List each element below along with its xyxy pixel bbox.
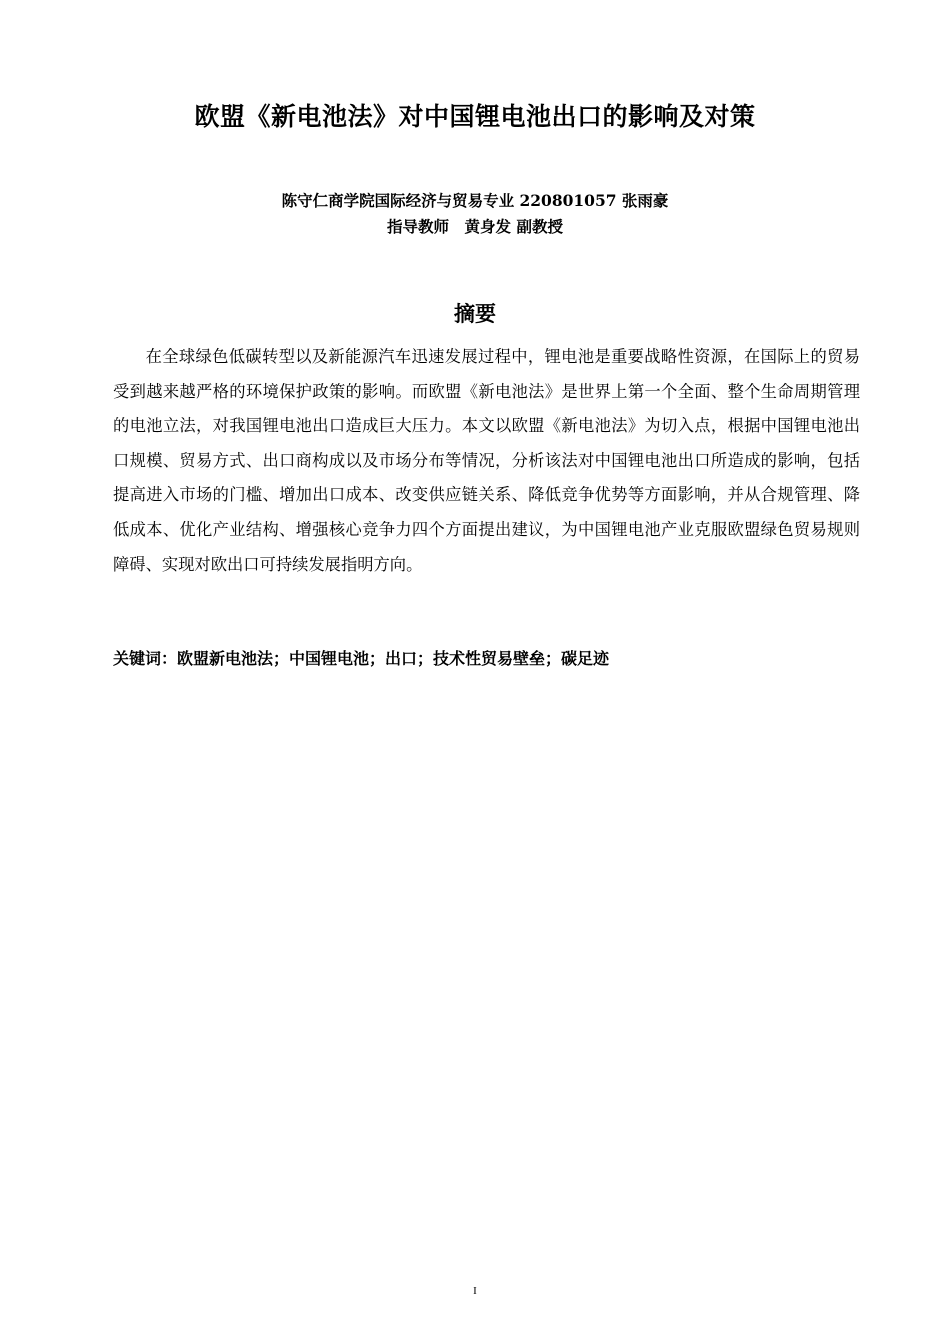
abstract-body: 在全球绿色低碳转型以及新能源汽车迅速发展过程中，锂电池是重要战略性资源，在国际上的贸易受到越来越严格的环境保护政策的影响。而欧盟《新电池法》是世界上第一个全面、整个生命周期管理的电池立法，对我国锂电池出口造成巨大压力。本文以欧盟《新电池法》为切入点，根据中国锂电池出口规模、贸易方式、出口商构成以及市场分布等情况，分析该法对中国锂电池出口所造成的影响，包括提高进入市场的门槛、增加出口成本、改变供应链关系、降低竞争优势等方面影响，并从合规管理、降低成本、优化产业结构、增强核心竞争力四个方面提出建议，为中国锂电池产业克服欧盟绿色贸易规则障碍、实现对欧出口可持续发展指明方向。 <box>113 347 860 574</box>
document-title: 欧盟《新电池法》对中国锂电池出口的影响及对策 <box>194 102 756 131</box>
abstract-heading: 摘要 <box>454 302 496 326</box>
author-block <box>0 188 950 240</box>
page-number: I <box>473 1285 477 1297</box>
author-line: 陈守仁商学院国际经济与贸易专业 220801057 张雨豪 <box>281 191 669 210</box>
keywords-line: 关键词：欧盟新电池法；中国锂电池；出口；技术性贸易壁垒；碳足迹 <box>113 649 610 668</box>
advisor-line: 指导教师 黄身发 副教授 <box>387 217 563 236</box>
